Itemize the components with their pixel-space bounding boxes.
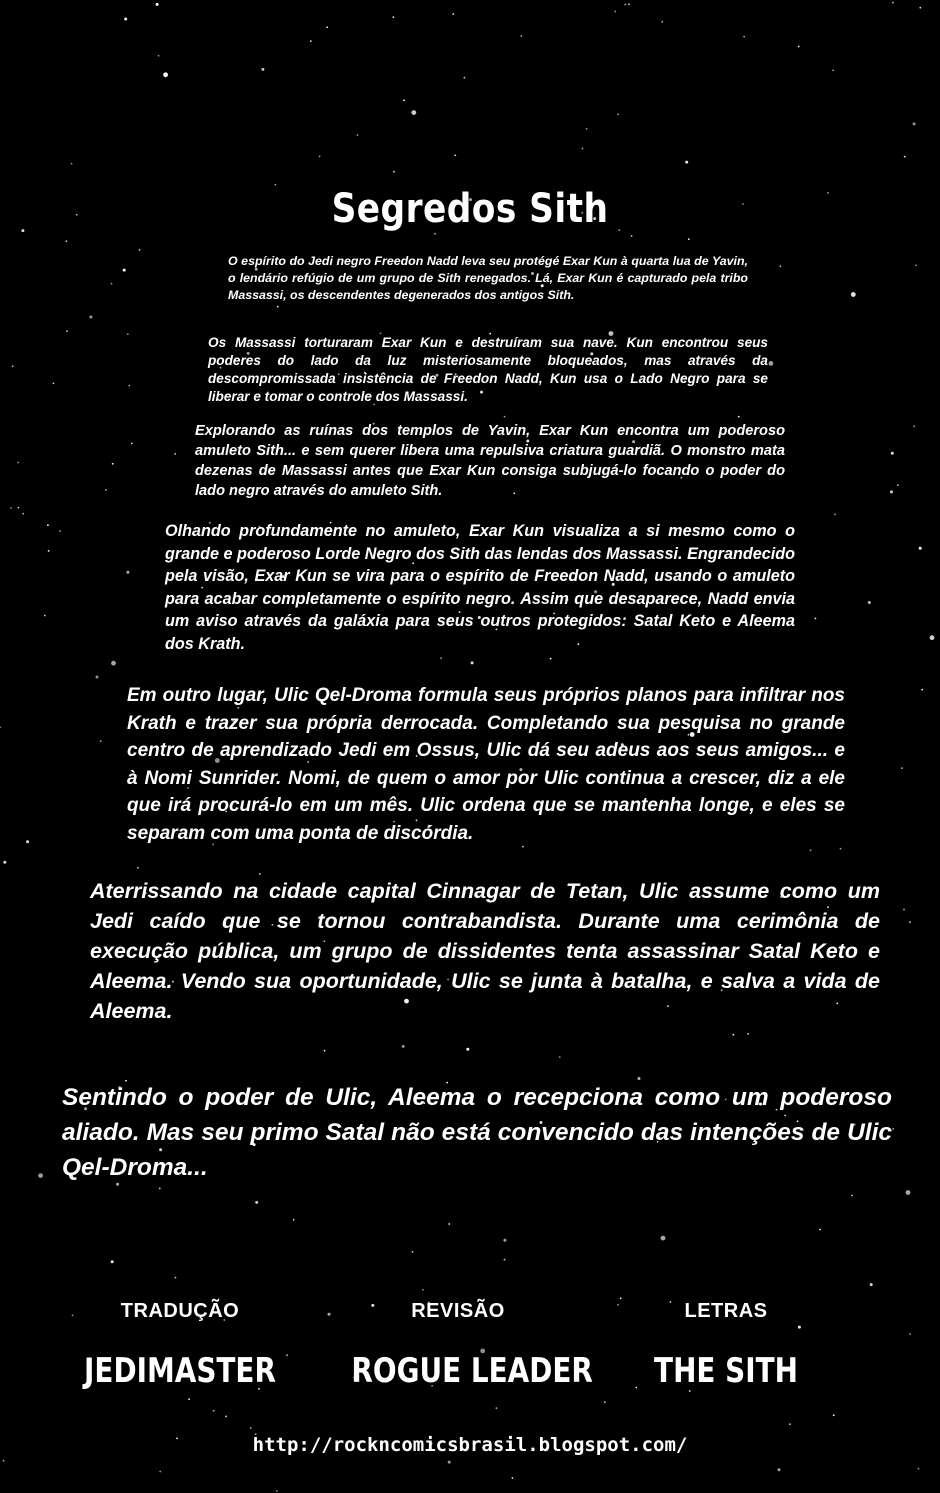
star bbox=[582, 148, 584, 150]
star bbox=[111, 661, 116, 666]
star bbox=[163, 72, 168, 77]
star bbox=[930, 635, 935, 640]
star bbox=[412, 1251, 414, 1253]
star bbox=[434, 233, 436, 235]
star bbox=[21, 229, 24, 232]
star bbox=[250, 1427, 252, 1429]
star bbox=[326, 26, 328, 28]
star bbox=[137, 867, 139, 869]
star bbox=[919, 7, 921, 9]
star bbox=[319, 156, 321, 158]
crawl-paragraph-1: O espírito do Jedi negro Freedon Nadd leva seu protégé Exar Kun à quarta lua de Yavin, o lendário refúgio de um grupo de Sith renegados. Lá, Exar Kun é capturado pela tribo Massassi, os descendentes degenerados dos antigos Sith. bbox=[228, 254, 748, 302]
star bbox=[0, 727, 1, 729]
star bbox=[789, 1423, 791, 1425]
page-title: Segredos Sith bbox=[331, 186, 609, 232]
star bbox=[685, 161, 688, 164]
star bbox=[65, 240, 67, 242]
star bbox=[26, 840, 29, 843]
crawl-paragraph-6: Aterrissando na cidade capital Cinnagar de Tetan, Ulic assume como um Jedi caído que se tornou contrabandista. Durante uma cerimônia de execução pública, um grupo de dissidentes tenta assassinar Satal Keto e Aleema. Vendo sua oportunidade, Ulic se junta à batalha, e salva a vida de Aleema. bbox=[90, 879, 880, 1023]
star bbox=[71, 163, 73, 165]
star bbox=[105, 489, 107, 491]
star bbox=[12, 365, 14, 367]
star bbox=[3, 1460, 5, 1462]
credit-translation bbox=[50, 1300, 310, 1391]
star bbox=[909, 921, 911, 923]
star bbox=[738, 416, 740, 418]
star bbox=[833, 1414, 835, 1416]
star bbox=[17, 462, 19, 464]
star bbox=[276, 1490, 278, 1492]
star bbox=[59, 530, 61, 532]
star bbox=[324, 1050, 326, 1052]
blog-url-link[interactable]: http://rockncomicsbrasil.blogspot.com/ bbox=[252, 1434, 688, 1456]
star bbox=[422, 1289, 424, 1291]
star bbox=[393, 171, 395, 173]
star bbox=[614, 11, 616, 13]
star bbox=[631, 235, 633, 237]
credit-role: TRADUÇÃO bbox=[120, 1300, 240, 1322]
credit-lettering bbox=[596, 1300, 856, 1391]
star bbox=[840, 848, 842, 850]
star bbox=[261, 68, 264, 71]
star bbox=[124, 18, 127, 21]
star bbox=[18, 507, 20, 509]
star bbox=[159, 1188, 161, 1190]
star bbox=[448, 1461, 451, 1464]
star bbox=[550, 658, 552, 660]
star bbox=[919, 547, 922, 550]
star bbox=[259, 873, 261, 875]
star bbox=[128, 385, 130, 387]
star bbox=[732, 1034, 734, 1036]
star bbox=[225, 1416, 227, 1418]
crawl-paragraph-4: Olhando profundamente no amuleto, Exar Kun visualiza a si mesmo como o grande e poderoso Lorde Negro dos Sith das lendas dos Massassi. Engrandecido pela visão, Exar Kun se vira para o espírito de Freedon Nadd, usando o amuleto para acabar completamente o espírito negro. Assim que desaparece, Nadd envia um aviso através da galáxia para seus outros protegidos: Satal Keto e Aleema dos Krath. bbox=[165, 522, 795, 653]
star bbox=[174, 453, 176, 455]
star bbox=[901, 767, 903, 769]
star bbox=[620, 1297, 622, 1299]
star bbox=[903, 909, 905, 911]
star bbox=[89, 316, 92, 319]
credit-role: LETRAS bbox=[684, 1300, 768, 1322]
star bbox=[851, 1195, 853, 1197]
star bbox=[769, 361, 774, 366]
star bbox=[798, 46, 800, 48]
star bbox=[661, 21, 663, 23]
star bbox=[293, 1219, 295, 1221]
star bbox=[504, 416, 506, 418]
star bbox=[897, 484, 899, 486]
crawl-paragraph-7: Sentindo o poder de Ulic, Aleema o recepciona como um poderoso aliado. Mas seu primo Satal não está convencido das intenções de Ulic Qel-Droma... bbox=[62, 1084, 892, 1181]
star bbox=[111, 1260, 114, 1263]
crawl-paragraph-3: Explorando as ruínas dos templos de Yavin, Exar Kun encontra um poderoso amuleto Sith... e sem querer libera uma repulsiva criatura guardiã. O monstro mata dezenas de Massassi antes que Exar Kun consiga subjugá-lo focando o poder do lado negro através do amuleto Sith. bbox=[195, 423, 785, 499]
star bbox=[48, 550, 50, 552]
star bbox=[454, 155, 456, 157]
star bbox=[909, 1333, 911, 1335]
credit-role: REVISÃO bbox=[411, 1300, 505, 1322]
star bbox=[617, 113, 619, 115]
star bbox=[810, 849, 812, 851]
star bbox=[906, 1190, 911, 1195]
star bbox=[310, 40, 312, 42]
star bbox=[66, 330, 68, 332]
star bbox=[778, 1468, 781, 1471]
star bbox=[156, 3, 159, 6]
star bbox=[131, 443, 133, 445]
star bbox=[53, 383, 55, 385]
star bbox=[127, 333, 129, 335]
star bbox=[158, 55, 160, 57]
star bbox=[890, 490, 893, 493]
star bbox=[3, 861, 6, 864]
star bbox=[892, 2, 894, 4]
star bbox=[44, 615, 46, 617]
star bbox=[452, 13, 454, 15]
star bbox=[688, 238, 690, 240]
star bbox=[38, 1173, 43, 1178]
star bbox=[747, 1033, 749, 1035]
star bbox=[604, 1401, 606, 1403]
star bbox=[403, 99, 405, 101]
star bbox=[743, 36, 745, 38]
star bbox=[213, 1410, 215, 1412]
star bbox=[123, 269, 126, 272]
credit-revision bbox=[328, 1300, 593, 1391]
star bbox=[112, 463, 114, 465]
star bbox=[188, 1398, 190, 1400]
star bbox=[520, 35, 522, 37]
star bbox=[913, 122, 916, 125]
star bbox=[624, 4, 626, 6]
star bbox=[904, 156, 906, 158]
star bbox=[357, 134, 359, 136]
star bbox=[892, 1128, 894, 1130]
star bbox=[111, 283, 113, 285]
star bbox=[393, 16, 395, 18]
star bbox=[832, 70, 834, 72]
star bbox=[512, 1477, 514, 1479]
star bbox=[277, 306, 279, 308]
credit-name: ROGUE LEADER bbox=[351, 1351, 593, 1391]
star bbox=[661, 1236, 666, 1241]
star bbox=[559, 1056, 561, 1058]
star bbox=[921, 689, 923, 691]
star bbox=[47, 524, 49, 526]
star bbox=[891, 452, 894, 455]
star bbox=[100, 740, 102, 742]
star bbox=[411, 110, 416, 115]
star bbox=[504, 1259, 506, 1261]
star bbox=[915, 264, 917, 266]
star bbox=[918, 1468, 920, 1470]
star bbox=[496, 1407, 498, 1409]
star bbox=[402, 1045, 405, 1048]
star bbox=[448, 1223, 450, 1225]
star bbox=[913, 425, 915, 427]
star bbox=[96, 676, 99, 679]
credit-name: JEDIMASTER bbox=[84, 1351, 276, 1391]
star bbox=[10, 507, 12, 509]
star bbox=[628, 3, 630, 5]
crawl-paragraph-2: Os Massassi torturaram Exar Kun e destruíram sua nave. Kun encontrou seus poderes do lado da luz misteriosamente bloqueados, mas através da descompromissada insistência de Freedon Nadd, Kun usa o Lado Negro para se liberar e tomar o controle dos Massassi. bbox=[208, 335, 768, 404]
star bbox=[126, 571, 129, 574]
star bbox=[159, 1471, 161, 1473]
star bbox=[464, 77, 466, 79]
star bbox=[175, 1277, 177, 1279]
star bbox=[815, 618, 817, 620]
star bbox=[870, 1283, 873, 1286]
star bbox=[255, 1201, 258, 1204]
star bbox=[503, 1239, 506, 1242]
star bbox=[819, 1229, 821, 1231]
star bbox=[868, 601, 871, 604]
star bbox=[139, 249, 141, 251]
star bbox=[780, 265, 782, 267]
star bbox=[586, 128, 588, 130]
star bbox=[440, 657, 442, 659]
star bbox=[466, 1048, 469, 1051]
star bbox=[22, 513, 24, 515]
star bbox=[834, 513, 836, 515]
star bbox=[851, 292, 856, 297]
star bbox=[471, 661, 474, 664]
credit-name: THE SITH bbox=[654, 1351, 798, 1391]
crawl-paragraph-5: Em outro lugar, Ulic Qel-Droma formula seus próprios planos para infiltrar nos Krath e trazer sua própria derrocada. Completando sua pesquisa no grande centro de aprendizado Jedi em Ossus, Ulic dá seu adeus aos seus amigos... e à Nomi Sunrider. Nomi, de quem o amor por Ulic continua a crescer, diz a ele que irá procurá-lo em um mês. Ulic ordena que se mantenha longe, e eles se separam com uma ponta de discórdia. bbox=[127, 685, 845, 844]
